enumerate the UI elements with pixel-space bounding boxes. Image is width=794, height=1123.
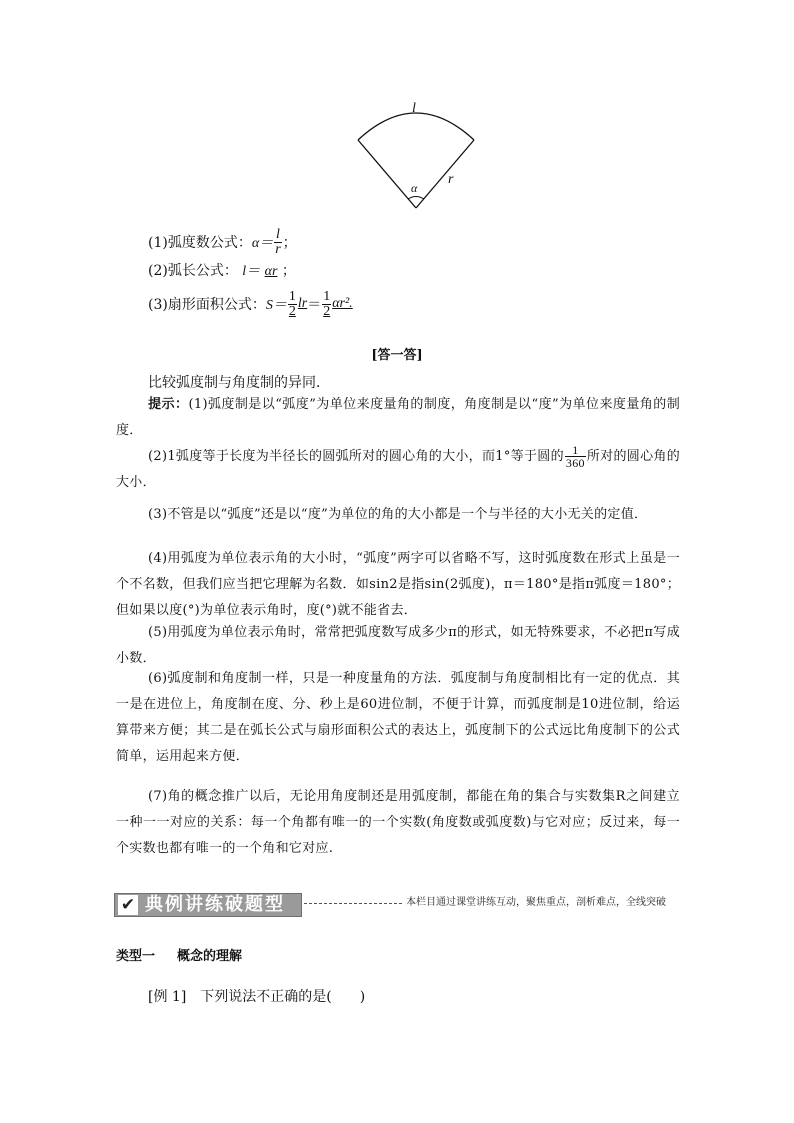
banner-title: 典例讲练破题型: [145, 894, 285, 915]
type-title: 概念的理解: [177, 949, 243, 964]
formula-3-eq: ＝: [307, 297, 322, 313]
hint-paragraph-2: [116, 444, 680, 496]
banner-dashed-line: [304, 903, 402, 904]
fraction-den: 2: [323, 303, 331, 319]
example-1: [例 1] 下列说法不正确的是( ): [148, 989, 366, 1005]
hint-paragraph-3: [116, 502, 680, 528]
fraction-one-half-b: [322, 290, 331, 319]
fraction-num: 1: [565, 444, 586, 457]
fraction-one-360: [565, 444, 586, 469]
formula-sector-area: [148, 288, 353, 320]
hint-label: 提示：: [148, 397, 189, 412]
hint-text-7: (7)角的概念推广以后，无论用角度制还是用弧度制，都能在角的集合与实数集R之间建立一种一一对应的关系：每一个角都有唯一的一个实数(角度数或弧度数)与它对应；反过来，每一个实数也都有唯一的一个角和它对应.: [116, 789, 680, 856]
sector-figure: [340, 96, 500, 216]
qa-heading: [答一答]: [371, 348, 423, 363]
formula-3-lhs: S＝: [265, 298, 287, 313]
angle-arc: [408, 197, 424, 200]
arc-label-l: l: [412, 101, 416, 116]
hint-text-5: (5)用弧度为单位表示角时，常常把弧度数写成多少π的形式，如无特殊要求，不必把π写成小数．: [116, 625, 680, 666]
formula-2-label: (2)弧长公式：: [148, 263, 238, 279]
fraction-den: 2: [288, 303, 296, 319]
hint-text-1: (1)弧度制是以“弧度”为单位来度量角的制度，角度制是以“度”为单位来度量角的制度．: [116, 397, 680, 438]
fraction-num: l: [275, 226, 280, 242]
formula-arc-length: [148, 260, 296, 280]
fraction-den: r: [275, 241, 281, 257]
qa-question: 比较弧度制与角度制的异同．: [148, 375, 330, 391]
hint-paragraph-5: [116, 620, 680, 672]
formula-1-label: (1)弧度数公式：: [148, 235, 252, 251]
type-heading: [116, 945, 242, 964]
radius-label-r: r: [448, 172, 454, 187]
checkmark-icon: ✔: [118, 895, 138, 915]
fraction-num: 1: [288, 288, 296, 304]
hint-paragraph-6: [116, 666, 680, 770]
formula-2-lhs: l＝: [242, 264, 261, 279]
sector-arc: [358, 113, 474, 140]
angle-label-alpha: α: [411, 181, 418, 195]
fraction-den: 360: [565, 456, 585, 470]
formula-2-rhs: αr: [264, 264, 278, 279]
hint-text-6: (6)弧度制和角度制一样，只是一种度量角的方法．弧度制与角度制相比有一定的优点．其一是在进位上，角度制在度、分、秒上是60进位制，不便于计算，而弧度制是10进位制，给运算带来方便；其二是在弧长公式与扇形面积公式的表达上，弧度制下的公式远比角度制下的公式简单，运用起来方便．: [116, 671, 680, 764]
formula-arc-radian: [148, 226, 297, 258]
hint-paragraph-7: [116, 784, 680, 862]
formula-2-end: ；: [281, 263, 296, 279]
sector-right-radius: [416, 140, 474, 208]
sector-left-radius: [358, 140, 416, 208]
hint-text-2b: 所对的圆心角的大小．: [116, 449, 680, 490]
hint-text-3: (3)不管是以“弧度”还是以“度”为单位的角的大小都是一个与半径的大小无关的定值．: [148, 507, 648, 522]
type-label: 类型一: [116, 949, 156, 964]
fraction-l-over-r: [274, 228, 281, 257]
formula-3-lr: lr: [297, 296, 308, 311]
section-banner: [114, 889, 674, 915]
formula-3-end: αr².: [332, 296, 353, 311]
hint-paragraph-4: [116, 546, 680, 624]
hint-paragraph-1: [116, 392, 680, 444]
formula-3-label: (3)扇形面积公式：: [148, 297, 266, 313]
banner-bar: [114, 893, 302, 917]
formula-1-end: ；: [282, 235, 297, 251]
formula-1-lhs: α＝: [251, 236, 274, 251]
fraction-one-half-a: [288, 290, 297, 319]
hint-text-2a: (2)1弧度等于长度为半径长的圆弧所对的圆心角的大小，而1°等于圆的: [148, 449, 564, 464]
hint-text-4: (4)用弧度为单位表示角的大小时，“弧度”两字可以省略不写，这时弧度数在形式上虽是一个不名数，但我们应当把它理解为名数．如sin2是指sin(2弧度)，π＝180°是指π弧度＝180°；但如果以度(°)为单位表示角时，度(°)就不能省去．: [116, 551, 680, 618]
fraction-num: 1: [323, 288, 331, 304]
banner-subtitle: 本栏目通过课堂讲练互动，聚焦重点，剖析难点，全线突破: [406, 897, 666, 908]
